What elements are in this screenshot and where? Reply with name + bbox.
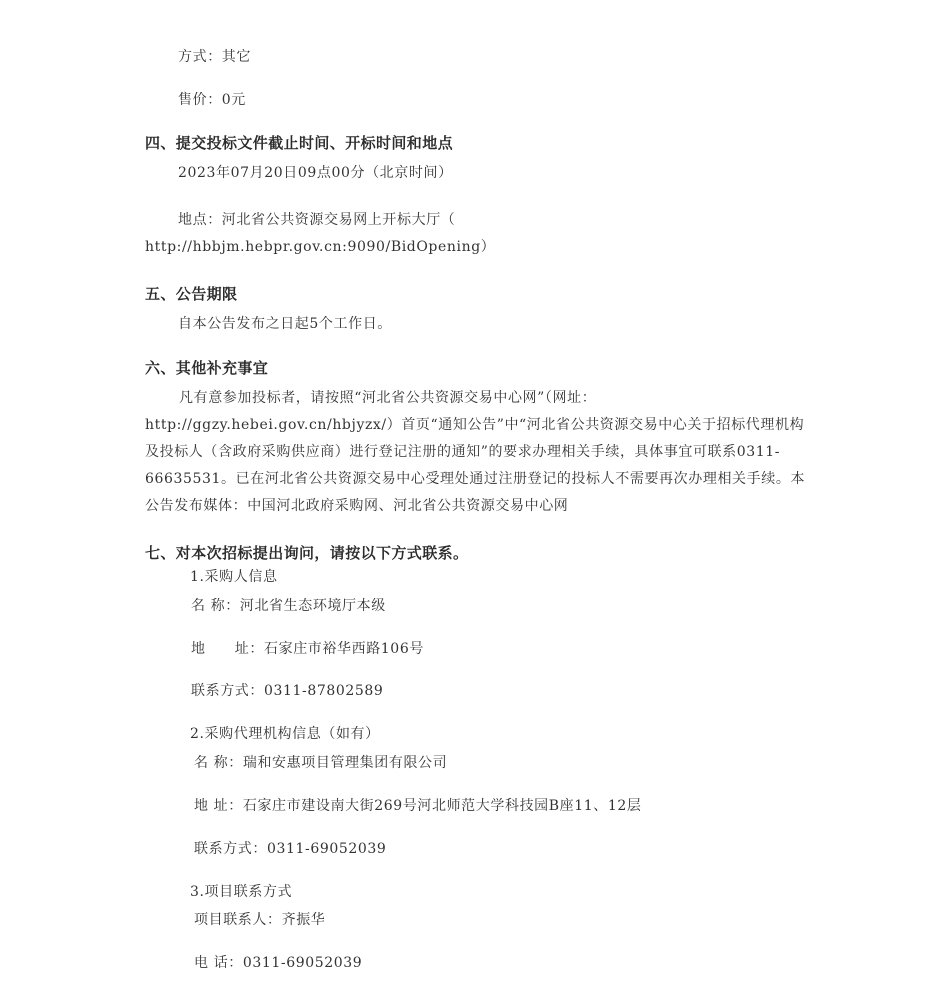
agency-name: 名 称：瑞和安惠项目管理集团有限公司 — [194, 755, 448, 771]
agency-info-title: 2.采购代理机构信息（如有） — [190, 726, 380, 742]
section-4-heading: 四、提交投标文件截止时间、开标时间和地点 — [145, 134, 454, 152]
sale-price: 售价：0元 — [178, 92, 246, 108]
opening-place-url[interactable]: http://hbbjm.hebpr.gov.cn:9090/BidOpening） — [145, 239, 496, 255]
announcement-period: 自本公告发布之日起5个工作日。 — [178, 316, 392, 332]
purchaser-address: 地 址：石家庄市裕华西路106号 — [191, 641, 424, 657]
deadline-time: 2023年07月20日09点00分（北京时间） — [178, 165, 453, 181]
project-contact-title: 3.项目联系方式 — [190, 884, 293, 900]
section-5-heading: 五、公告期限 — [145, 285, 238, 303]
project-contact-phone: 电 话：0311-69052039 — [194, 955, 363, 971]
supplementary-notes: 凡有意参加投标者，请按照“河北省公共资源交易中心网”（网址：http://ggzy.hebei.gov.cn/hbjyzx/）首页“通知公告”中“河北省公共资源交易中心关于招标代理机构及投标人（含政府采购供应商）进行登记注册的通知”的要求办理相关手续，具体事宜可联系0311-66635531。已在河北省公共资源交易中心受理处通过注册登记的投标人不需要再次办理相关手续。本公告发布媒体：中国河北政府采购网、河北省公共资源交易中心网 — [145, 390, 806, 514]
purchaser-contact: 联系方式：0311-87802589 — [191, 683, 384, 699]
purchaser-name: 名 称：河北省生态环境厅本级 — [191, 598, 386, 614]
project-contact-person: 项目联系人：齐振华 — [194, 912, 326, 928]
sale-method: 方式：其它 — [178, 49, 251, 65]
section-7-heading: 七、对本次招标提出询问，请按以下方式联系。 — [145, 544, 469, 562]
purchaser-info-title: 1.采购人信息 — [190, 569, 278, 585]
opening-place: 地点：河北省公共资源交易网上开标大厅（ — [178, 212, 456, 228]
agency-contact: 联系方式：0311-69052039 — [194, 841, 387, 857]
agency-address: 地 址：石家庄市建设南大街269号河北师范大学科技园B座11、12层 — [194, 798, 642, 814]
section-6-heading: 六、其他补充事宜 — [145, 359, 269, 377]
